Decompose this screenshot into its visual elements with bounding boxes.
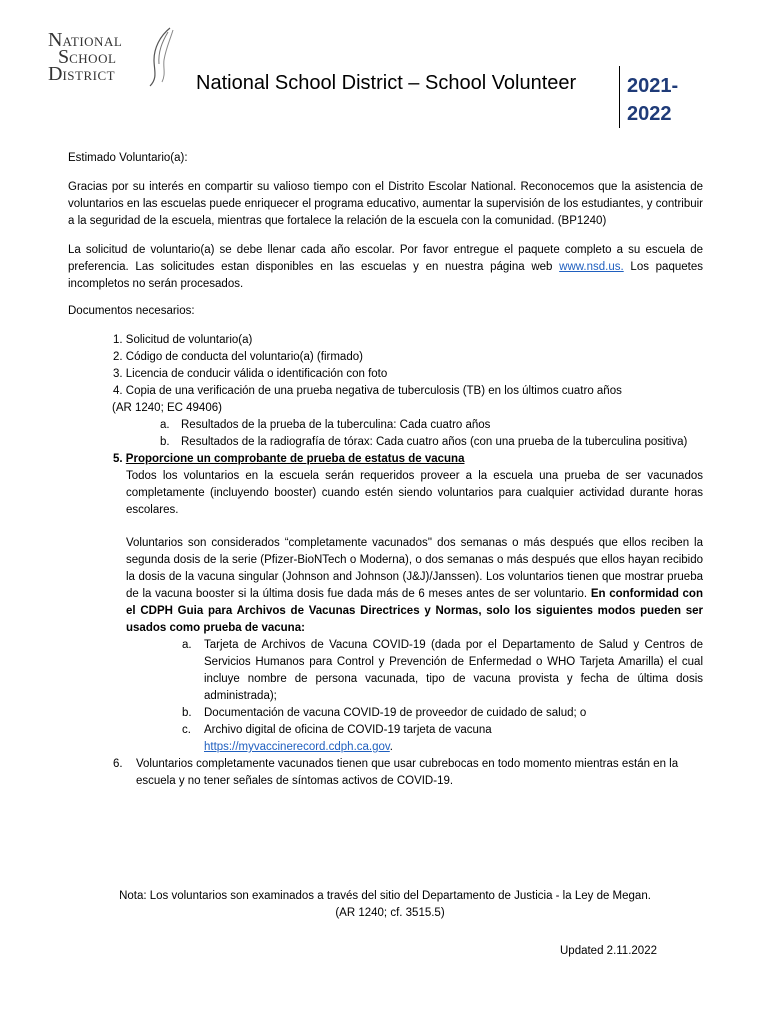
application-text-end: Los paquetes incompletos no serán procesados. [68,261,703,290]
doc4-sublist [160,417,703,451]
item6: 6. Voluntarios completamente vacunados tienen que usar cubrebocas en todo momento mientras están en la escuela y no tener señales de síntomas activos de COVID-19. [113,758,679,787]
doc-item: 4. Copia de una verificación de una prueba negativa de tuberculosis (TB) en los últimos cuatro años [113,385,622,397]
proof-mode-item: b. Documentación de vacuna COVID-19 de proveedor de cuidado de salud; o [182,707,587,719]
docs-heading: Documentos necesarios: [68,305,195,317]
nsd-website-link[interactable]: www.nsd.us. [559,261,624,273]
updated-date: Updated 2.11.2022 [560,945,657,957]
doc-item: 1. Solicitud de voluntario(a) [113,334,253,346]
application-text: La solicitud de voluntario(a) se debe llenar cada año escolar. Por favor entregue el paquete completo a su escuela de preferencia. Las solicitudes estan disponibles en las escuelas y en nuestra página web [68,244,703,273]
note-reference: (AR 1240; cf. 3515.5) [335,907,445,919]
note-line: Nota: Los voluntarios son examinados a través del sitio del Departamento de Justicia - la Ley de Megan. [119,890,651,902]
application-paragraph [68,242,703,293]
district-logo [48,30,173,90]
school-year-start: 2021- [627,75,679,97]
logo-line-national: NATIONAL [48,29,123,51]
proof-mode-item: c. Archivo digital de oficina de COVID-19 tarjeta de vacuna https://myvaccinerecord.cdph.ca.gov. [182,724,492,753]
letter-body [68,150,703,790]
doc4-sub-item: a. Resultados de la prueba de la tuberculina: Cada cuatro años [160,419,491,431]
school-year [627,72,678,128]
proof-mode-item: a. Tarjeta de Archivos de Vacuna COVID-19 (dada por el Departamento de Salud y Centros de Servicios Humanos para Control y Prevención de Enfermedad o WHO Tarjeta Amarilla) el cual incluye nombre de persona vacunada, tipo de vacuna provista y fecha de última dosis administrada); [182,639,703,702]
logo-line-district: DISTRICT [48,63,116,85]
documents-list [113,332,703,400]
greeting: Estimado Voluntario(a): [68,152,188,164]
page-title: National School District – School Volunteer [196,72,577,94]
doc4-sub-item: b. Resultados de la radiografía de tórax: Cada cuatro años (con una prueba de la tuberculina positiva) [160,436,688,448]
intro-paragraph: Gracias por su interés en compartir su valioso tiempo con el Distrito Escolar National. Reconocemos que la asistencia de voluntarios en las escuelas puede enriquecer el programa educativo, aumentar la supervisión de los estudiantes, y contribuir a la seguridad de la escuela, mientras que fortalece la relación de la escuela con la comunidad. (BP1240) [68,181,703,227]
bird-icon [140,26,176,88]
proof-modes-list [182,637,703,756]
doc4-reference: (AR 1240; EC 49406) [112,402,222,414]
doc-item: 2. Código de conducta del voluntario(a) (firmado) [113,351,363,363]
title-divider [619,66,620,128]
item5-heading: 5. Proporcione un comprobante de prueba de estatus de vacuna [113,453,465,465]
doc-item: 3. Licencia de conducir válida o identificación con foto [113,368,388,380]
footer-note [0,888,770,922]
vaccine-record-link[interactable]: https://myvaccinerecord.cdph.ca.gov [204,741,390,753]
logo-line-school: SCHOOL [58,46,117,68]
item5-paragraph-2: Voluntarios son considerados “completamente vacunados'' dos semanas o más después que ellos reciben la segunda dosis de la serie (Pfizer-BioNTech o Moderna), o dos semanas o más después que ellos hayan recibido la dosis de la vacuna singular (Johnson and Johnson (J&J)/Janssen). Los voluntarios tienen que mostrar prueba de la vacuna booster si la última dosis fue dada más de 6 meses antes de ser voluntario. En conformidad con el CDPH Guia para Archivos de Vacunas Directrices y Normas, solo los siguientes modos pueden ser usados como prueba de vacuna: [126,537,703,634]
item5-paragraph-1: Todos los voluntarios en la escuela serán requeridos proveer a la escuela una prueba de ser vacunados completamente (incluyendo booster) cuando estén siendo voluntarios para cualquier actividad durante horas escolares. [126,470,703,516]
school-year-end: 2022 [627,103,672,125]
